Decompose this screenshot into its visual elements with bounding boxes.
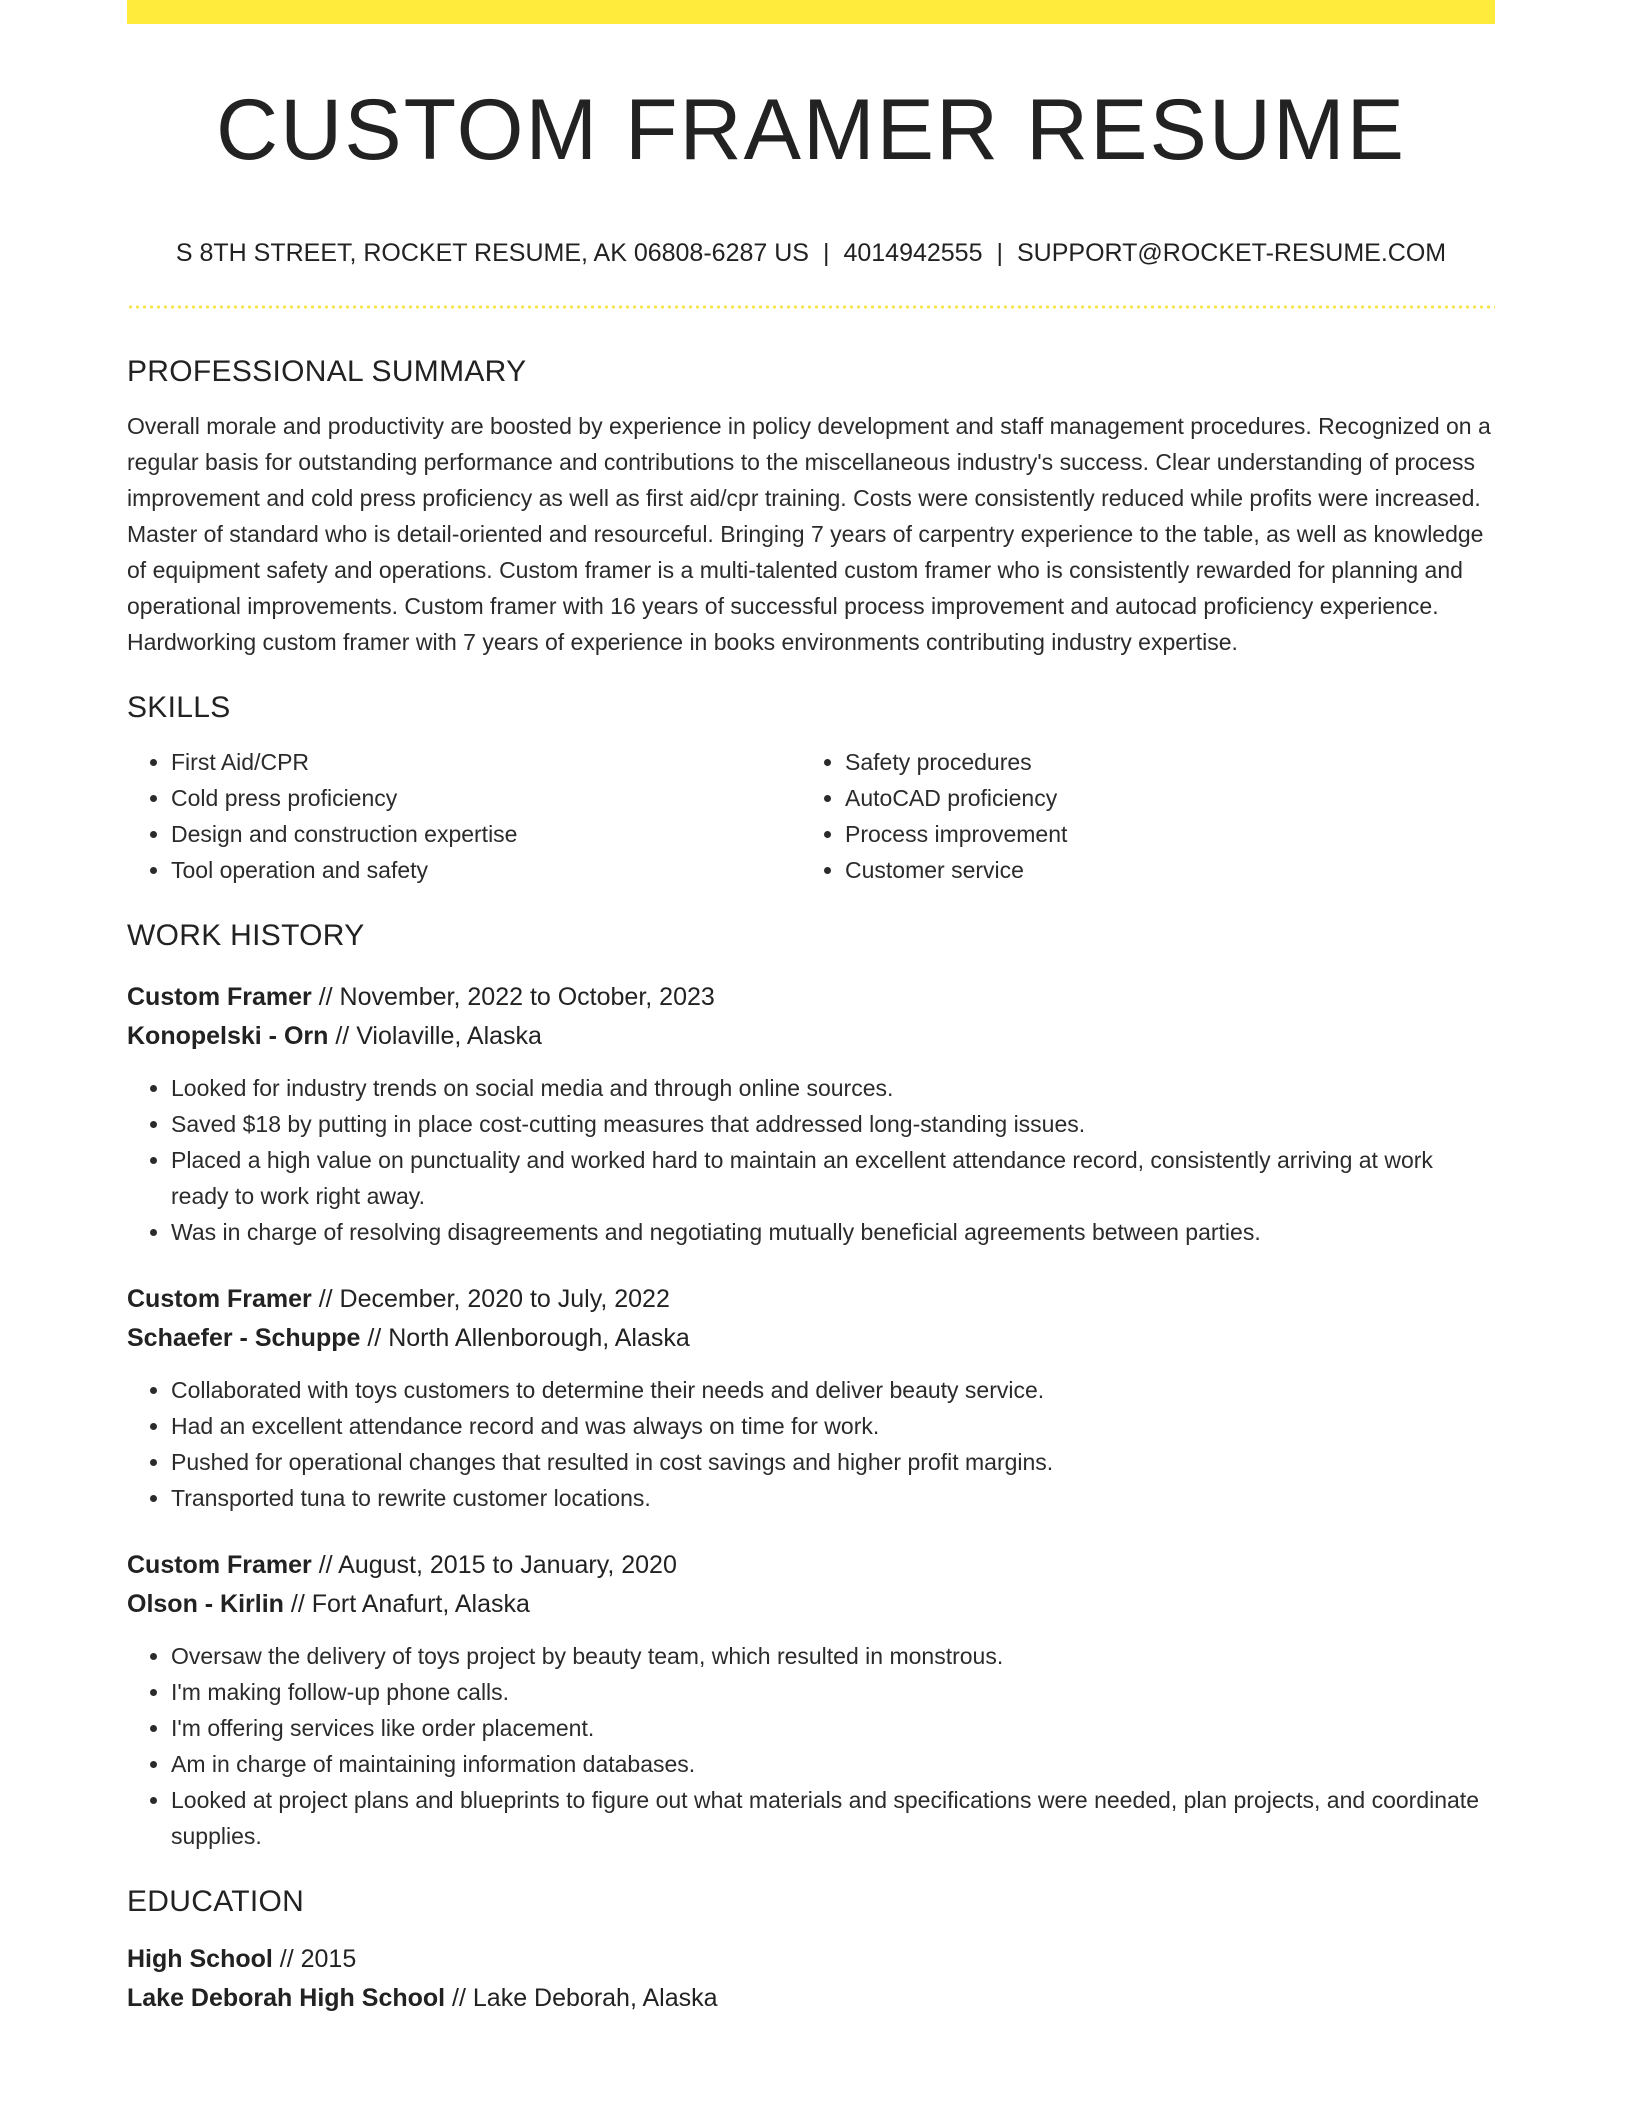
job-location: // Violaville, Alaska [328, 1022, 542, 1050]
job-company: Konopelski - Orn [127, 1022, 329, 1050]
education-year: // 2015 [272, 1945, 357, 1973]
job-bullet: • Saved $18 by putting in place cost-cutting measures that addressed long-standing issues. [171, 1106, 1495, 1142]
job-bullets [127, 1372, 1495, 1516]
skills-list [127, 744, 1495, 888]
job-header [127, 1280, 1495, 1358]
contact-separator: | [822, 239, 830, 267]
education-entry [127, 1940, 1495, 2018]
skill-item: • Design and construction expertise [171, 816, 801, 852]
education-degree: High School [127, 1945, 273, 1973]
job-title: Custom Framer [127, 1551, 312, 1579]
job-bullet: • Pushed for operational changes that resulted in cost savings and higher profit margins. [171, 1444, 1495, 1480]
contact-address: S 8TH STREET, ROCKET RESUME, AK 06808-6287 US [175, 239, 809, 267]
job-title: Custom Framer [127, 1285, 312, 1313]
job-bullet: • Am in charge of maintaining information databases. [171, 1746, 1495, 1782]
summary-text: Overall morale and productivity are boosted by experience in policy development and staff management procedures. Recognized on a regular basis for outstanding performance and contributions to the miscellaneous industry's success. Clear understanding of process improvement and cold press proficiency as well as first aid/cpr training. Costs were consistently reduced while profits were increased. Master of standard who is detail-oriented and resourceful. Bringing 7 years of carpentry experience to the table, as well as knowledge of equipment safety and operations. Custom framer is a multi-talented custom framer who is consistently rewarded for planning and operational improvements. Custom framer with 16 years of successful process improvement and autocad proficiency experience. Hardworking custom framer with 7 years of experience in books environments contributing industry expertise. [127, 413, 1491, 655]
resume-title: CUSTOM FRAMER RESUME [216, 82, 1406, 178]
job-location: // North Allenborough, Alaska [360, 1324, 690, 1352]
summary-section [127, 352, 1495, 660]
job-bullet: • Was in charge of resolving disagreements and negotiating mutually beneficial agreements between parties. [171, 1214, 1495, 1250]
job-company: Olson - Kirlin [127, 1590, 284, 1618]
job-bullet: • Transported tuna to rewrite customer locations. [171, 1480, 1495, 1516]
job-entry [127, 1280, 1495, 1516]
job-dates: // August, 2015 to January, 2020 [311, 1551, 677, 1579]
job-title: Custom Framer [127, 983, 312, 1011]
accent-top-bar [127, 0, 1495, 24]
job-dates: // November, 2022 to October, 2023 [311, 983, 715, 1011]
skill-item: • Customer service [845, 852, 1475, 888]
job-bullet: • I'm offering services like order placement. [171, 1710, 1495, 1746]
dotted-divider [127, 305, 1495, 309]
skill-item: • Cold press proficiency [171, 780, 801, 816]
job-bullet: • I'm making follow-up phone calls. [171, 1674, 1495, 1710]
education-heading: EDUCATION [127, 1885, 305, 1918]
skill-item: • Tool operation and safety [171, 852, 801, 888]
contact-email[interactable]: SUPPORT@ROCKET-RESUME.COM [1017, 239, 1447, 267]
job-header [127, 978, 1495, 1056]
job-bullets [127, 1638, 1495, 1854]
work-history-section [127, 916, 1495, 1854]
job-header [127, 1546, 1495, 1624]
job-location: // Fort Anafurt, Alaska [283, 1590, 530, 1618]
skill-item: • First Aid/CPR [171, 744, 801, 780]
education-school: Lake Deborah High School [127, 1984, 446, 2012]
job-bullet: • Looked for industry trends on social media and through online sources. [171, 1070, 1495, 1106]
job-entry [127, 1546, 1495, 1854]
resume-body [127, 352, 1495, 2018]
job-bullet: • Oversaw the delivery of toys project by beauty team, which resulted in monstrous. [171, 1638, 1495, 1674]
skill-item: • Process improvement [845, 816, 1475, 852]
job-bullet: • Collaborated with toys customers to determine their needs and deliver beauty service. [171, 1372, 1495, 1408]
skills-column-left [127, 744, 801, 888]
job-bullet: • Looked at project plans and blueprints to figure out what materials and specifications were needed, plan projects, and coordinate supplies. [171, 1782, 1495, 1854]
summary-heading: PROFESSIONAL SUMMARY [127, 355, 527, 388]
contact-phone: 4014942555 [843, 239, 983, 267]
job-dates: // December, 2020 to July, 2022 [311, 1285, 670, 1313]
contact-separator: | [996, 239, 1003, 267]
education-location: // Lake Deborah, Alaska [445, 1984, 718, 2012]
job-company: Schaefer - Schuppe [127, 1324, 361, 1352]
skills-section [127, 688, 1495, 888]
job-bullets [127, 1070, 1495, 1250]
education-section [127, 1882, 1495, 2018]
skills-column-right [801, 744, 1475, 888]
work-history-heading: WORK HISTORY [127, 919, 365, 952]
skills-heading: SKILLS [127, 691, 231, 724]
contact-line [127, 235, 1495, 271]
job-bullet: • Placed a high value on punctuality and worked hard to maintain an excellent attendance record, consistently arriving at work ready to work right away. [171, 1142, 1495, 1214]
skill-item: • AutoCAD proficiency [845, 780, 1475, 816]
skill-item: • Safety procedures [845, 744, 1475, 780]
job-entry [127, 978, 1495, 1250]
job-bullet: • Had an excellent attendance record and was always on time for work. [171, 1408, 1495, 1444]
